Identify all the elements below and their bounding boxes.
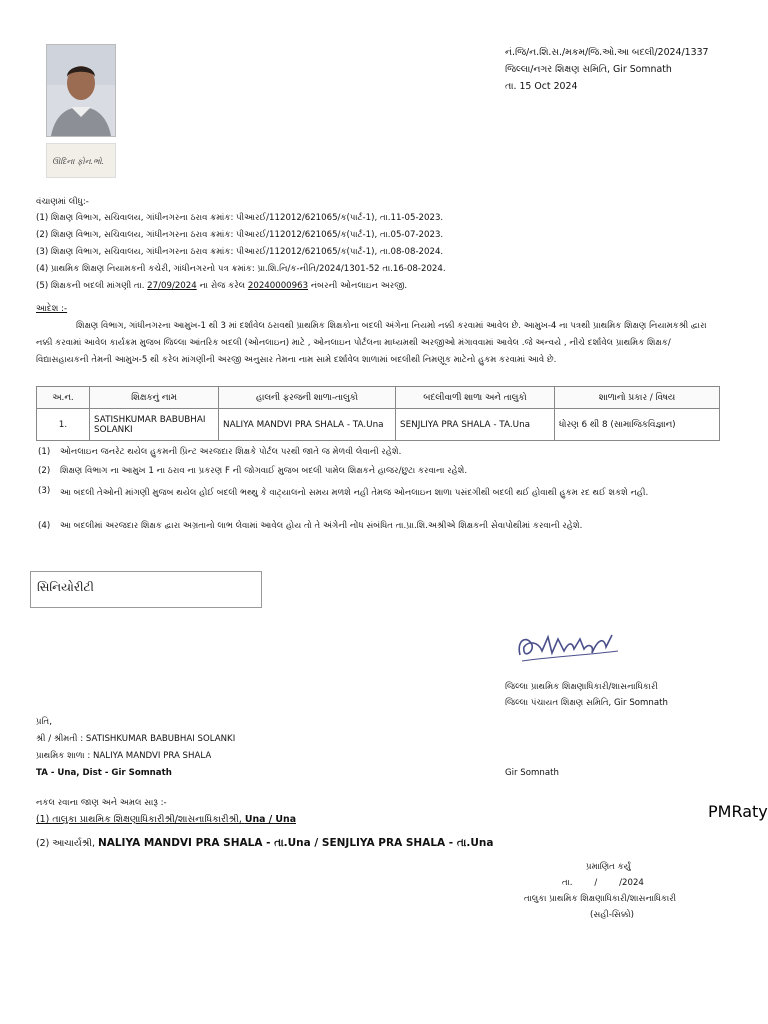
teacher-photo bbox=[46, 44, 116, 137]
cell-school-type: ધોરણ 6 થી 8 (સામાજિકવિજ્ઞાન) bbox=[555, 409, 720, 441]
reference-3: (3) શિક્ષણ વિભાગ, સચિવાલય, ગાંધીનગરના ઠરાવ ક્રમાંક: પીઆરઈ/112012/621065/ક(પાર્ટ-1), તા.08-08-2024. bbox=[36, 247, 444, 257]
copy-to-item-1: (1) તાલુકા પ્રાથમિક શિક્ષણાધિકારીશ્રી/શાસનાધિકારીશ્રી, Una / Una bbox=[36, 814, 297, 825]
col-school-type: શાળાનો પ્રકાર / વિષય bbox=[555, 387, 720, 409]
recipient-school: પ્રાથમિક શાળા : NALIYA MANDVI PRA SHALA bbox=[36, 751, 212, 761]
application-number: 20240000963 bbox=[247, 281, 309, 291]
copy-to-heading: નકલ રવાના જાણ અને અમલ સારૂ :- bbox=[36, 798, 167, 808]
order-heading: આદેશ :- bbox=[36, 304, 68, 314]
reference-1: (1) શિક્ષણ વિભાગ, સચિવાલય, ગાંધીનગરના ઠરાવ ક્રમાંક: પીઆરઈ/112012/621065/ક(પાર્ટ-1), તા.11-05-2023. bbox=[36, 213, 444, 223]
signatory-office: જિલ્લા પંચાયત શિક્ષણ સમિતિ, Gir Somnath bbox=[505, 698, 668, 708]
prati-label: પ્રતિ, bbox=[36, 717, 52, 727]
transfer-table bbox=[36, 386, 720, 441]
reference-2: (2) શિક્ષણ વિભાગ, સચિવાલય, ગાંધીનગરના ઠરાવ ક્રમાંક: પીઆરઈ/112012/621065/ક(પાર્ટ-1), તા.05-07-2023. bbox=[36, 230, 444, 240]
signature-text: PMRaty bbox=[708, 802, 768, 821]
col-teacher-name: શિક્ષકનું નામ bbox=[90, 387, 219, 409]
photo-signature-text: ઊદિના ફોન.ભો. bbox=[52, 157, 105, 166]
signatory-designation: જિલ્લા પ્રાથમિક શિક્ષણાધિકારી/શાસનાધિકારી bbox=[505, 682, 658, 692]
seniority-box: સિનિયોરીટી bbox=[30, 571, 262, 608]
attest-designation: તાલુકા પ્રાથમિક શિક્ષણાધિકારી/શાસનાધિકારી bbox=[524, 894, 677, 904]
recipient-name: શ્રી / શ્રીમતી : SATISHKUMAR BABUBHAI SOLANKI bbox=[36, 734, 236, 744]
col-new-school: બદલીવાળી શાળા અને તાલુકો bbox=[396, 387, 555, 409]
recipient-taluka: TA - Una, Dist - Gir Somnath bbox=[36, 768, 172, 778]
reference-4: (4) પ્રાથમિક શિક્ષણ નિયામકની કચેરી, ગાંધીનગરનો પત્ર ક્રમાંક: પ્રા.શિ.નિ/ક-નીતિ/2024/1301-52 તા.16-08-2024. bbox=[36, 264, 446, 274]
order-date: તા. 15 Oct 2024 bbox=[505, 81, 578, 92]
table-header-row bbox=[37, 387, 720, 409]
col-current-school: હાલની ફરજની શાળા-તાલુકો bbox=[219, 387, 396, 409]
cell-current-school: NALIYA MANDVI PRA SHALA - TA.Una bbox=[219, 409, 396, 441]
ref-number: નં.જિ/ન.શિ.સ./મકમ/જિ.ઓ.આ બદલી/2024/1337 bbox=[505, 47, 709, 58]
signature-thumbnail bbox=[46, 143, 116, 178]
cell-serial: 1. bbox=[37, 409, 90, 441]
attest-line-1: પ્રમાણિત કર્યું bbox=[586, 862, 631, 872]
attest-seal: (સહી-સિક્કો) bbox=[590, 910, 634, 920]
reference-5: (5) શિક્ષકની બદલી માંગણી તા. 27/09/2024 ના રોજ કરેલ 20240000963 નંબરની ઓનલાઇન અરજી. bbox=[36, 281, 408, 291]
cell-new-school: SENJLIYA PRA SHALA - TA.Una bbox=[396, 409, 555, 441]
cell-teacher-name: SATISHKUMAR BABUBHAI SOLANKI bbox=[90, 409, 219, 441]
attest-date: તા. / /2024 bbox=[562, 878, 644, 888]
col-serial: અ.ન. bbox=[37, 387, 90, 409]
table-row bbox=[37, 409, 720, 441]
application-date: 27/09/2024 bbox=[147, 281, 197, 291]
references-heading: વંચાણમાં લીધુ:- bbox=[36, 197, 89, 207]
office-line: જિલ્લા/નગર શિક્ષણ સમિતિ, Gir Somnath bbox=[505, 64, 672, 75]
copy-to-item-2: (2) આચાર્યશ્રી, NALIYA MANDVI PRA SHALA - તા.Una / SENJLIYA PRA SHALA - તા.Una bbox=[36, 837, 494, 849]
order-paragraph: શિક્ષણ વિભાગ, ગાંધીનગરના આમુખ-1 થી 3 માં દર્શાવેલ ઠરાવથી પ્રાથમિક શિક્ષકોના બદલી અંગેના નિયમો નક્કી કરવામાં આવેલ છે. આમુખ-4 ના પત્રથી પ્રાથમિક શિક્ષણ નિયામકશ્રી દ્વારા નક્કી કરવામાં આવેલ કાર્યક્રમ મુજબ જિલ્લા આંતરિક બદલી (ઓનલાઇન) માટે , ઓનલાઇન પોર્ટલના માધ્યમથી અરજીઓ મંગાવવામાં આવેલ .જે અન્વયે , નીચે દર્શાવેલ પ્રાથમિક શિક્ષક/વિદ્યાસહાયકની તેમની આમુખ-5 થી કરેલ માંગણીની અરજી અનુસાર તેમના નામ સામે દર્શાવેલ શાળામાં બદલીથી નિમણૂક માટેનો હુકમ કરવામાં આવે છે. bbox=[36, 321, 707, 365]
person-photo-icon bbox=[47, 45, 115, 136]
signatory-place: Gir Somnath bbox=[505, 768, 559, 778]
